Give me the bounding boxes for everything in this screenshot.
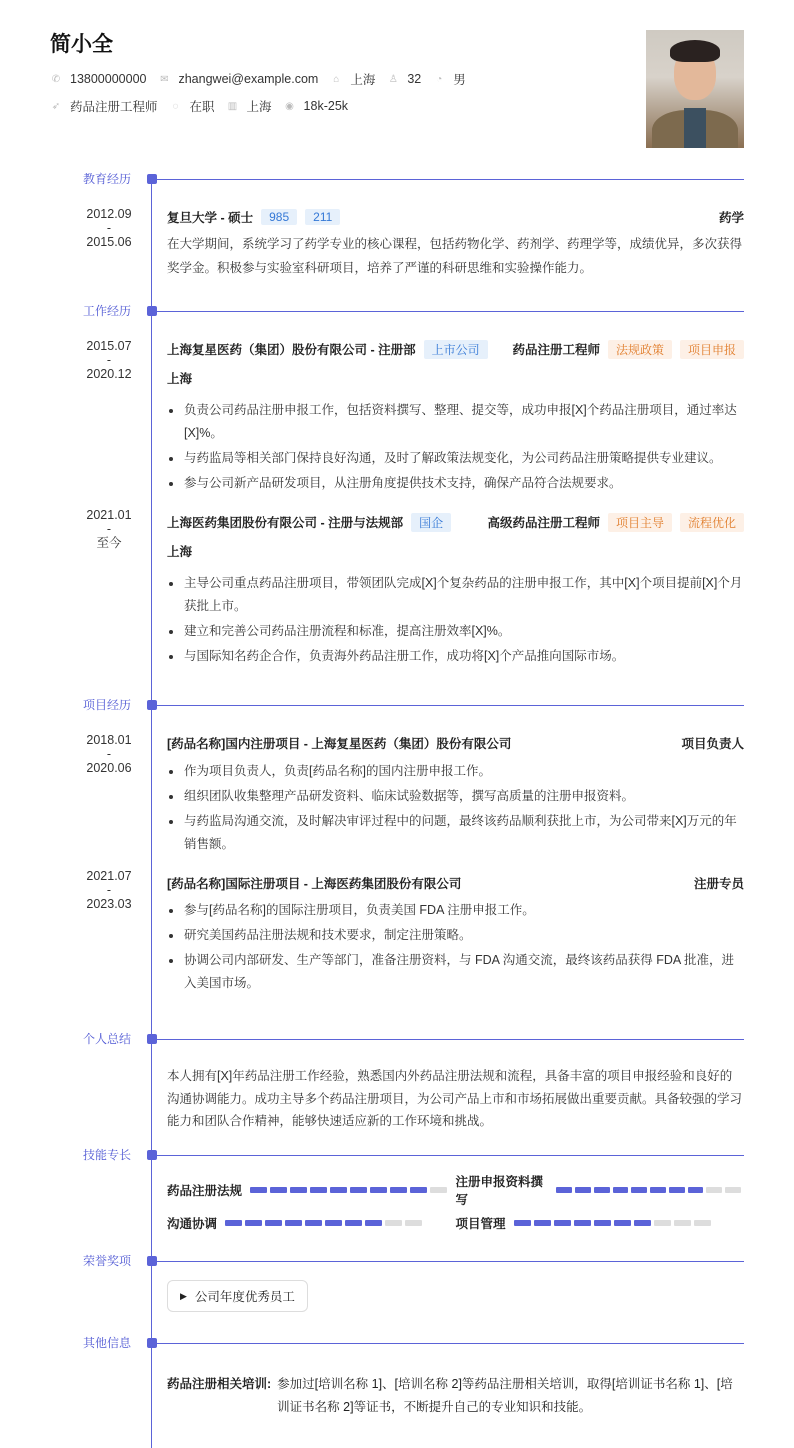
section-education xyxy=(0,169,794,280)
skill-level-segment xyxy=(270,1187,287,1193)
send-icon: ➶ xyxy=(51,100,61,112)
salary: 18k-25k xyxy=(303,99,349,113)
skill-level-segment xyxy=(514,1220,531,1226)
skill-level-segment xyxy=(614,1220,631,1226)
work-city: 上海 xyxy=(246,100,272,114)
skill-level-segment xyxy=(669,1187,685,1193)
city: 上海 xyxy=(350,73,376,87)
skill-name: 药品注册法规 xyxy=(167,1183,243,1198)
gender-icon: ◔ xyxy=(436,73,443,85)
skill-item xyxy=(456,1214,745,1232)
age: 32 xyxy=(407,72,422,86)
skill-level-segment xyxy=(410,1187,427,1193)
skill-name: 项目管理 xyxy=(455,1216,506,1231)
home-icon: ⌂ xyxy=(333,73,340,85)
skill-level-segment xyxy=(365,1220,382,1226)
project-entry: 2021.07 - 2023.03 [药品名称]国际注册项目 - 上海医药集团股份有限公司 注册专员 参与[药品名称]的国际注册项目，负责美国 FDA 注册申报工作。 研究美国药品注册法规和技术要求，制定注册策略。 协调公司内部研发、生产等部门，准备注册资料，与 FDA 沟通交流，最终该药品获得 FDA 批准，进入美国市场。 xyxy=(0,872,794,995)
honor-item-button[interactable]: ▶ 公司年度优秀员工 xyxy=(167,1280,308,1312)
skill-row xyxy=(167,1173,744,1206)
skill-level-segment xyxy=(556,1187,572,1193)
project-entry: 2018.01 - 2020.06 [药品名称]国内注册项目 - 上海复星医药（集团）股份有限公司 项目负责人 作为项目负责人，负责[药品名称]的国内注册申报工作。 组织团队收集整理产品研发资料、临床试验数据等，撰写高质量的注册申报资料。 与药监局沟通交流，及时解决审评过程中的问题，最终该药品顺利获批上市，为公司带来[X]万元的年销售额。 xyxy=(0,732,794,856)
gender: 男 xyxy=(453,73,466,87)
skill-item xyxy=(456,1172,745,1208)
skill-level-segment xyxy=(390,1187,407,1193)
play-icon: ▶ xyxy=(180,1290,187,1301)
skill-level-segment xyxy=(250,1187,267,1193)
candidate-name: 简小全 xyxy=(50,33,113,56)
section-work: 工作经历 2015.07 - 2020.12 上海复星医药（集团）股份有限公司 - 注册部 上市公司 药品注册工程师 法规政策 项目申报 上海 负责公司药品注册申报工作，包括资料撰写、整理、提交等，成功申报[X]个药品注册项目，通过率达[X]%。 与药监局等相关部门保持良好沟通，及时了解政策法规变化，为公司药品注册策略提供专业建议。 参与公司新产品研发项目，从注册角度提供技术支持，确保产品符合法规要求。 2021.01 - 至今 上海医药集团股份有限公司 - 注册与法规部 国企 高级药品注册工程师 项目主导 流程优化 上海 主导公司重点药品注册项目，带领团队完成[X]个复杂药品的注册申报工作，其中[X]个项目提前[X]个月获批上市。 建立和完善公司药品注册流程和标准，提高注册效率[X]%。 与国际知名药企合作，负责海外药品注册工作，成功将[X]个产品推向国际市场。 xyxy=(0,301,794,670)
building-icon: ▥ xyxy=(227,100,238,112)
section-skills: 技能专长 药品注册法规 注册申报资料撰写 沟通协调 项目管理 xyxy=(0,1145,794,1239)
other-label: 药品注册相关培训: xyxy=(167,1377,272,1391)
skill-level-segment xyxy=(650,1187,666,1193)
section-honors: 荣誉奖项 ▶ 公司年度优秀员工 xyxy=(0,1251,794,1312)
skill-level-segment xyxy=(310,1187,327,1193)
skill-level-segment xyxy=(654,1220,671,1226)
skill-level-segment xyxy=(575,1187,591,1193)
avatar xyxy=(646,30,744,148)
salary-icon: ◉ xyxy=(285,100,294,112)
skill-level-segment xyxy=(265,1220,282,1226)
tag: 211 xyxy=(305,209,340,225)
contact-row xyxy=(50,70,478,88)
other-text: 参加过[培训名称 1]、[培训名称 2]等药品注册相关培训，取得[培训证书名称 1]、[培训证书名称 2]等证书，不断提升自己的专业知识和技能。 xyxy=(277,1377,733,1414)
skill-level-segment xyxy=(385,1220,402,1226)
skill-level-segment xyxy=(694,1220,711,1226)
skill-level-segment xyxy=(290,1187,307,1193)
age-icon: ♙ xyxy=(388,73,398,85)
skill-row xyxy=(167,1206,744,1239)
skill-name: 沟通协调 xyxy=(167,1216,218,1231)
section-summary: 个人总结 本人拥有[X]年药品注册工作经验，熟悉国内外药品注册法规和流程，具备丰富的项目申报经验和良好的沟通协调能力。成功主导多个药品注册项目，为公司产品上市和市场拓展做出重要贡献。具备较强的学习能力和团队合作精神，能够快速适应新的工作环境和挑战。 xyxy=(0,1029,794,1133)
skill-level-segment xyxy=(534,1220,551,1226)
skill-level-segment xyxy=(554,1220,571,1226)
mail-icon: ✉ xyxy=(160,73,169,85)
skill-level-segment xyxy=(706,1187,722,1193)
skill-level-segment xyxy=(350,1187,367,1193)
skill-name: 注册申报资料撰写 xyxy=(455,1174,544,1207)
skill-level-segment xyxy=(613,1187,629,1193)
skill-level-segment xyxy=(631,1187,647,1193)
skill-item xyxy=(167,1181,456,1199)
skill-level-segment xyxy=(305,1220,322,1226)
phone: 13800000000 xyxy=(70,72,147,86)
skill-level-segment xyxy=(325,1220,342,1226)
skill-level-segment xyxy=(330,1187,347,1193)
education-entry: 2012.09 - 2015.06 复旦大学 - 硕士 985 211 药学 在大学期间，系统学习了药学专业的核心课程，包括药物化学、药剂学、药理学等，成绩优异，多次获得奖学金。积极参与实验室科研项目，培养了严谨的科研思维和实验操作能力。 xyxy=(86,207,744,275)
skill-level-segment xyxy=(245,1220,262,1226)
skill-level-segment xyxy=(688,1187,704,1193)
skill-level-segment xyxy=(594,1187,610,1193)
section-title: 教育经历 xyxy=(83,172,132,186)
email: zhangwei@example.com xyxy=(178,72,319,86)
summary-text: 本人拥有[X]年药品注册工作经验，熟悉国内外药品注册法规和流程，具备丰富的项目申报经验和良好的沟通协调能力。成功主导多个药品注册项目，为公司产品上市和市场拓展做出重要贡献。具备较强的学习能力和团队合作精神，能够快速适应新的工作环境和挑战。 xyxy=(167,1069,743,1128)
phone-icon: ✆ xyxy=(51,73,61,85)
skill-level-segment xyxy=(594,1220,611,1226)
tag: 985 xyxy=(261,209,297,225)
section-other: 其他信息 药品注册相关培训: 参加过[培训名称 1]、[培训名称 2]等药品注册相关培训，取得[培训证书名称 1]、[培训证书名称 2]等证书，不断提升自己的专业知识和技能。 xyxy=(0,1333,794,1419)
skill-level-segment xyxy=(405,1220,422,1226)
job-row xyxy=(50,97,360,115)
skill-level-segment xyxy=(634,1220,651,1226)
skill-level-segment xyxy=(225,1220,242,1226)
work-entry: 2015.07 - 2020.12 上海复星医药（集团）股份有限公司 - 注册部 上市公司 药品注册工程师 法规政策 项目申报 上海 负责公司药品注册申报工作，包括资料撰写、整理、提交等，成功申报[X]个药品注册项目，通过率达[X]%。 与药监局等相关部门保持良好沟通，及时了解政策法规变化，为公司药品注册策略提供专业建议。 参与公司新产品研发项目，从注册角度提供技术支持，确保产品符合法规要求。 xyxy=(0,338,794,495)
skill-level-segment xyxy=(430,1187,447,1193)
skill-item xyxy=(167,1214,456,1232)
skill-level-segment xyxy=(574,1220,591,1226)
job-title: 药品注册工程师 xyxy=(70,100,158,114)
status-icon: ◌ xyxy=(172,100,179,112)
skill-level-segment xyxy=(725,1187,741,1193)
work-entry: 2021.01 - 至今 上海医药集团股份有限公司 - 注册与法规部 国企 高级药品注册工程师 项目主导 流程优化 上海 主导公司重点药品注册项目，带领团队完成[X]个复杂药品的注册申报工作，其中[X]个项目提前[X]个月获批上市。 建立和完善公司药品注册流程和标准，提高注册效率[X]%。 与国际知名药企合作，负责海外药品注册工作，成功将[X]个产品推向国际市场。 xyxy=(0,511,794,668)
skill-level-segment xyxy=(370,1187,387,1193)
skill-level-segment xyxy=(345,1220,362,1226)
skill-level-segment xyxy=(674,1220,691,1226)
skill-level-segment xyxy=(285,1220,302,1226)
job-status: 在职 xyxy=(189,100,215,114)
section-projects: 项目经历 2018.01 - 2020.06 [药品名称]国内注册项目 - 上海复星医药（集团）股份有限公司 项目负责人 作为项目负责人，负责[药品名称]的国内注册申报工作。 组织团队收集整理产品研发资料、临床试验数据等，撰写高质量的注册申报资料。 与药监局沟通交流，及时解决审评过程中的问题，最终该药品顺利获批上市，为公司带来[X]万元的年销售额。 2021.07 - 2023.03 [药品名称]国际注册项目 - 上海医药集团股份有限公司 注册专员 参与[药品名称]的国际注册项目，负责美国 FDA 注册申报工作。 研究美国药品注册法规和技术要求，制定注册策略。 协调公司内部研发、生产等部门，准备注册资料，与 FDA 沟通交流，最终该药品获得 FDA 批准，进入美国市场。 xyxy=(0,695,794,997)
